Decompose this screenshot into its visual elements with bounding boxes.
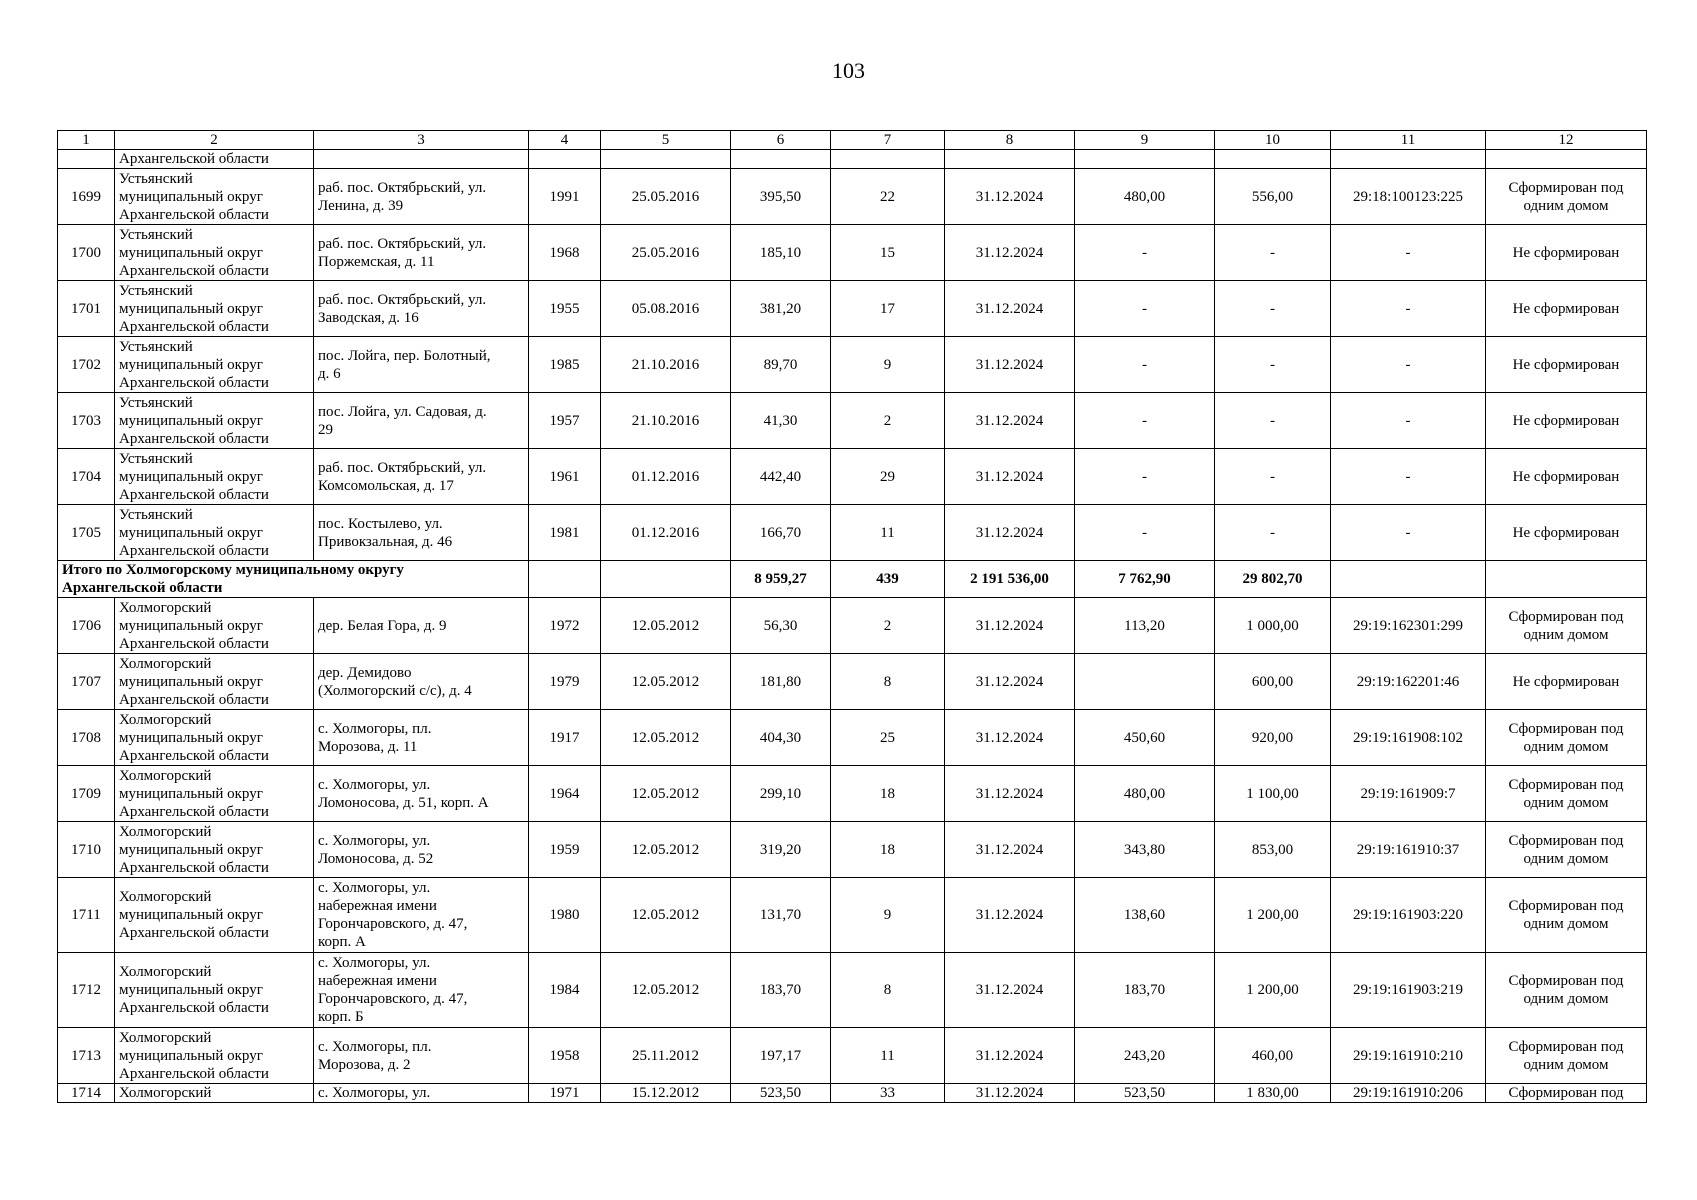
municipality-cell: Холмогорский муниципальный округ Архангельской области: [115, 1028, 314, 1084]
status-cell: Не сформирован: [1486, 225, 1647, 281]
cadastral-cell: 29:19:161910:210: [1331, 1028, 1486, 1084]
year-cell: 1968: [529, 225, 601, 281]
area-cell: 185,10: [731, 225, 831, 281]
people-cell: 18: [831, 766, 945, 822]
table-row: [58, 449, 1647, 505]
municipality-cell: Устьянский муниципальный округ Архангельской области: [115, 169, 314, 225]
year-cell: 1961: [529, 449, 601, 505]
date-cell: 25.05.2016: [601, 169, 731, 225]
cadastral-cell: 29:19:162201:46: [1331, 654, 1486, 710]
page-number: 103: [832, 58, 865, 83]
date-cell: 21.10.2016: [601, 337, 731, 393]
year-cell: 1980: [529, 878, 601, 953]
date-cell: 12.05.2012: [601, 598, 731, 654]
row-number: 1713: [58, 1028, 115, 1084]
year-cell: 1964: [529, 766, 601, 822]
col10-cell: 1 000,00: [1215, 598, 1331, 654]
table-row: [58, 1028, 1647, 1084]
col10-cell: -: [1215, 393, 1331, 449]
address-cell: пос. Лойга, ул. Садовая, д. 29: [314, 393, 529, 449]
address-cell: дер. Демидово (Холмогорский с/с), д. 4: [314, 654, 529, 710]
year-cell: 1957: [529, 393, 601, 449]
col10-cell: -: [1215, 505, 1331, 561]
col9-cell: 523,50: [1075, 1084, 1215, 1103]
row-number: 1708: [58, 710, 115, 766]
col-header: 8: [945, 131, 1075, 150]
row-number: 1709: [58, 766, 115, 822]
municipality-cell: Холмогорский: [115, 1084, 314, 1103]
address-cell: раб. пос. Октябрьский, ул. Комсомольская, д. 17: [314, 449, 529, 505]
col10-cell: 853,00: [1215, 822, 1331, 878]
date-cell: 01.12.2016: [601, 505, 731, 561]
area-cell: 56,30: [731, 598, 831, 654]
deadline-cell: 31.12.2024: [945, 822, 1075, 878]
status-cell: Сформирован под одним домом: [1486, 953, 1647, 1028]
people-cell: 15: [831, 225, 945, 281]
col-header: 10: [1215, 131, 1331, 150]
row-number: 1703: [58, 393, 115, 449]
address-cell: раб. пос. Октябрьский, ул. Поржемская, д. 11: [314, 225, 529, 281]
total-people: 439: [831, 561, 945, 598]
table-row: [58, 225, 1647, 281]
continuation-text: Архангельской области: [115, 150, 314, 169]
col9-cell: 450,60: [1075, 710, 1215, 766]
status-cell: Не сформирован: [1486, 337, 1647, 393]
col9-cell: -: [1075, 225, 1215, 281]
status-cell: Не сформирован: [1486, 654, 1647, 710]
date-cell: 01.12.2016: [601, 449, 731, 505]
municipality-cell: Устьянский муниципальный округ Архангельской области: [115, 393, 314, 449]
people-cell: 8: [831, 654, 945, 710]
cadastral-cell: 29:19:161910:206: [1331, 1084, 1486, 1103]
date-cell: 12.05.2012: [601, 766, 731, 822]
cadastral-cell: 29:18:100123:225: [1331, 169, 1486, 225]
cadastral-cell: -: [1331, 449, 1486, 505]
municipality-cell: Холмогорский муниципальный округ Архангельской области: [115, 654, 314, 710]
row-number: 1699: [58, 169, 115, 225]
table-row: [58, 505, 1647, 561]
col10-cell: 600,00: [1215, 654, 1331, 710]
deadline-cell: 31.12.2024: [945, 766, 1075, 822]
table-row: [58, 393, 1647, 449]
total-c10: 29 802,70: [1215, 561, 1331, 598]
cadastral-cell: 29:19:161908:102: [1331, 710, 1486, 766]
total-row: [58, 561, 1647, 598]
status-cell: Сформирован под одним домом: [1486, 766, 1647, 822]
date-cell: 12.05.2012: [601, 710, 731, 766]
deadline-cell: 31.12.2024: [945, 953, 1075, 1028]
col10-cell: 1 830,00: [1215, 1084, 1331, 1103]
people-cell: 9: [831, 878, 945, 953]
year-cell: 1958: [529, 1028, 601, 1084]
col9-cell: 113,20: [1075, 598, 1215, 654]
table-row: [58, 337, 1647, 393]
area-cell: 166,70: [731, 505, 831, 561]
col10-cell: -: [1215, 449, 1331, 505]
address-cell: с. Холмогоры, ул.: [314, 1084, 529, 1103]
deadline-cell: 31.12.2024: [945, 1084, 1075, 1103]
municipality-cell: Устьянский муниципальный округ Архангельской области: [115, 449, 314, 505]
row-number: 1710: [58, 822, 115, 878]
cadastral-cell: 29:19:161903:219: [1331, 953, 1486, 1028]
area-cell: 319,20: [731, 822, 831, 878]
table-row: [58, 710, 1647, 766]
table-row: [58, 654, 1647, 710]
table-row: [58, 822, 1647, 878]
people-cell: 8: [831, 953, 945, 1028]
col10-cell: 1 100,00: [1215, 766, 1331, 822]
status-cell: Не сформирован: [1486, 393, 1647, 449]
year-cell: 1959: [529, 822, 601, 878]
row-number: 1705: [58, 505, 115, 561]
municipality-cell: Устьянский муниципальный округ Архангельской области: [115, 281, 314, 337]
col10-cell: 920,00: [1215, 710, 1331, 766]
deadline-cell: 31.12.2024: [945, 598, 1075, 654]
municipality-cell: Холмогорский муниципальный округ Архангельской области: [115, 710, 314, 766]
status-cell: Сформирован под: [1486, 1084, 1647, 1103]
date-cell: 21.10.2016: [601, 393, 731, 449]
col-header: 11: [1331, 131, 1486, 150]
address-cell: пос. Лойга, пер. Болотный, д. 6: [314, 337, 529, 393]
column-number-row: [58, 131, 1647, 150]
col10-cell: 460,00: [1215, 1028, 1331, 1084]
area-cell: 395,50: [731, 169, 831, 225]
table-row: [58, 766, 1647, 822]
col-header: 5: [601, 131, 731, 150]
row-number: 1700: [58, 225, 115, 281]
cadastral-cell: 29:19:161903:220: [1331, 878, 1486, 953]
address-cell: дер. Белая Гора, д. 9: [314, 598, 529, 654]
date-cell: 05.08.2016: [601, 281, 731, 337]
status-cell: Сформирован под одним домом: [1486, 169, 1647, 225]
date-cell: 12.05.2012: [601, 878, 731, 953]
deadline-cell: 31.12.2024: [945, 225, 1075, 281]
col9-cell: 138,60: [1075, 878, 1215, 953]
cadastral-cell: -: [1331, 393, 1486, 449]
area-cell: 197,17: [731, 1028, 831, 1084]
row-number: 1707: [58, 654, 115, 710]
status-cell: Не сформирован: [1486, 449, 1647, 505]
col9-cell: 243,20: [1075, 1028, 1215, 1084]
total-area: 8 959,27: [731, 561, 831, 598]
year-cell: 1985: [529, 337, 601, 393]
people-cell: 17: [831, 281, 945, 337]
col-header: 4: [529, 131, 601, 150]
year-cell: 1991: [529, 169, 601, 225]
col9-cell: 480,00: [1075, 169, 1215, 225]
address-cell: с. Холмогоры, пл. Морозова, д. 11: [314, 710, 529, 766]
municipality-cell: Холмогорский муниципальный округ Архангельской области: [115, 822, 314, 878]
total-c8: 2 191 536,00: [945, 561, 1075, 598]
year-cell: 1971: [529, 1084, 601, 1103]
cadastral-cell: -: [1331, 337, 1486, 393]
status-cell: Не сформирован: [1486, 281, 1647, 337]
col10-cell: -: [1215, 337, 1331, 393]
municipality-cell: Холмогорский муниципальный округ Архангельской области: [115, 953, 314, 1028]
col-header: 1: [58, 131, 115, 150]
table-row: [58, 1084, 1647, 1103]
area-cell: 523,50: [731, 1084, 831, 1103]
table-row: [58, 878, 1647, 953]
area-cell: 89,70: [731, 337, 831, 393]
col-header: 9: [1075, 131, 1215, 150]
address-cell: раб. пос. Октябрьский, ул. Заводская, д. 16: [314, 281, 529, 337]
row-number: 1712: [58, 953, 115, 1028]
people-cell: 22: [831, 169, 945, 225]
col9-cell: -: [1075, 449, 1215, 505]
status-cell: Сформирован под одним домом: [1486, 710, 1647, 766]
cadastral-cell: -: [1331, 225, 1486, 281]
area-cell: 131,70: [731, 878, 831, 953]
row-number: 1706: [58, 598, 115, 654]
people-cell: 2: [831, 393, 945, 449]
address-cell: с. Холмогоры, ул. Ломоносова, д. 52: [314, 822, 529, 878]
col9-cell: 343,80: [1075, 822, 1215, 878]
table-row: [58, 953, 1647, 1028]
deadline-cell: 31.12.2024: [945, 878, 1075, 953]
date-cell: 25.05.2016: [601, 225, 731, 281]
col-header: 3: [314, 131, 529, 150]
people-cell: 11: [831, 1028, 945, 1084]
municipality-cell: Холмогорский муниципальный округ Архангельской области: [115, 878, 314, 953]
deadline-cell: 31.12.2024: [945, 337, 1075, 393]
area-cell: 41,30: [731, 393, 831, 449]
row-number: 1714: [58, 1084, 115, 1103]
year-cell: 1984: [529, 953, 601, 1028]
col9-cell: 480,00: [1075, 766, 1215, 822]
deadline-cell: 31.12.2024: [945, 393, 1075, 449]
row-number: 1702: [58, 337, 115, 393]
col10-cell: 556,00: [1215, 169, 1331, 225]
deadline-cell: 31.12.2024: [945, 281, 1075, 337]
col9-cell: -: [1075, 281, 1215, 337]
col9-cell: -: [1075, 393, 1215, 449]
area-cell: 381,20: [731, 281, 831, 337]
col9-cell: -: [1075, 337, 1215, 393]
people-cell: 29: [831, 449, 945, 505]
deadline-cell: 31.12.2024: [945, 1028, 1075, 1084]
col10-cell: -: [1215, 281, 1331, 337]
table-row: [58, 169, 1647, 225]
cadastral-cell: 29:19:162301:299: [1331, 598, 1486, 654]
address-cell: с. Холмогоры, ул. набережная имени Горончаровского, д. 47, корп. Б: [314, 953, 529, 1028]
year-cell: 1955: [529, 281, 601, 337]
col10-cell: -: [1215, 225, 1331, 281]
deadline-cell: 31.12.2024: [945, 505, 1075, 561]
col-header: 2: [115, 131, 314, 150]
address-cell: с. Холмогоры, ул. набережная имени Горончаровского, д. 47, корп. А: [314, 878, 529, 953]
year-cell: 1981: [529, 505, 601, 561]
col9-cell: 183,70: [1075, 953, 1215, 1028]
area-cell: 181,80: [731, 654, 831, 710]
cadastral-cell: 29:19:161910:37: [1331, 822, 1486, 878]
people-cell: 33: [831, 1084, 945, 1103]
area-cell: 442,40: [731, 449, 831, 505]
status-cell: Сформирован под одним домом: [1486, 598, 1647, 654]
address-cell: пос. Костылево, ул. Привокзальная, д. 46: [314, 505, 529, 561]
total-label: Итого по Холмогорскому муниципальному округу Архангельской области: [58, 561, 529, 598]
area-cell: 299,10: [731, 766, 831, 822]
deadline-cell: 31.12.2024: [945, 710, 1075, 766]
date-cell: 12.05.2012: [601, 953, 731, 1028]
year-cell: 1917: [529, 710, 601, 766]
total-c9: 7 762,90: [1075, 561, 1215, 598]
col9-cell: -: [1075, 505, 1215, 561]
col10-cell: 1 200,00: [1215, 953, 1331, 1028]
col-header: 6: [731, 131, 831, 150]
table-row: [58, 598, 1647, 654]
municipality-cell: Холмогорский муниципальный округ Архангельской области: [115, 598, 314, 654]
municipality-cell: Холмогорский муниципальный округ Архангельской области: [115, 766, 314, 822]
people-cell: 2: [831, 598, 945, 654]
register-table: [57, 130, 1647, 1103]
address-cell: раб. пос. Октябрьский, ул. Ленина, д. 39: [314, 169, 529, 225]
cadastral-cell: -: [1331, 281, 1486, 337]
row-number: 1711: [58, 878, 115, 953]
date-cell: 12.05.2012: [601, 822, 731, 878]
table-body: [58, 131, 1647, 1103]
municipality-cell: Устьянский муниципальный округ Архангельской области: [115, 225, 314, 281]
address-cell: с. Холмогоры, пл. Морозова, д. 2: [314, 1028, 529, 1084]
address-cell: с. Холмогоры, ул. Ломоносова, д. 51, корп. А: [314, 766, 529, 822]
deadline-cell: 31.12.2024: [945, 169, 1075, 225]
cadastral-cell: -: [1331, 505, 1486, 561]
municipality-cell: Устьянский муниципальный округ Архангельской области: [115, 337, 314, 393]
deadline-cell: 31.12.2024: [945, 654, 1075, 710]
col9-cell: [1075, 654, 1215, 710]
people-cell: 9: [831, 337, 945, 393]
row-number: 1704: [58, 449, 115, 505]
col10-cell: 1 200,00: [1215, 878, 1331, 953]
col-header: 7: [831, 131, 945, 150]
municipality-cell: Устьянский муниципальный округ Архангельской области: [115, 505, 314, 561]
people-cell: 18: [831, 822, 945, 878]
area-cell: 404,30: [731, 710, 831, 766]
people-cell: 11: [831, 505, 945, 561]
status-cell: Сформирован под одним домом: [1486, 878, 1647, 953]
status-cell: Сформирован под одним домом: [1486, 1028, 1647, 1084]
continuation-row: [58, 150, 1647, 169]
date-cell: 25.11.2012: [601, 1028, 731, 1084]
cadastral-cell: 29:19:161909:7: [1331, 766, 1486, 822]
year-cell: 1972: [529, 598, 601, 654]
status-cell: Не сформирован: [1486, 505, 1647, 561]
deadline-cell: 31.12.2024: [945, 449, 1075, 505]
date-cell: 12.05.2012: [601, 654, 731, 710]
date-cell: 15.12.2012: [601, 1084, 731, 1103]
status-cell: Сформирован под одним домом: [1486, 822, 1647, 878]
area-cell: 183,70: [731, 953, 831, 1028]
year-cell: 1979: [529, 654, 601, 710]
col-header: 12: [1486, 131, 1647, 150]
row-number: 1701: [58, 281, 115, 337]
people-cell: 25: [831, 710, 945, 766]
table-row: [58, 281, 1647, 337]
